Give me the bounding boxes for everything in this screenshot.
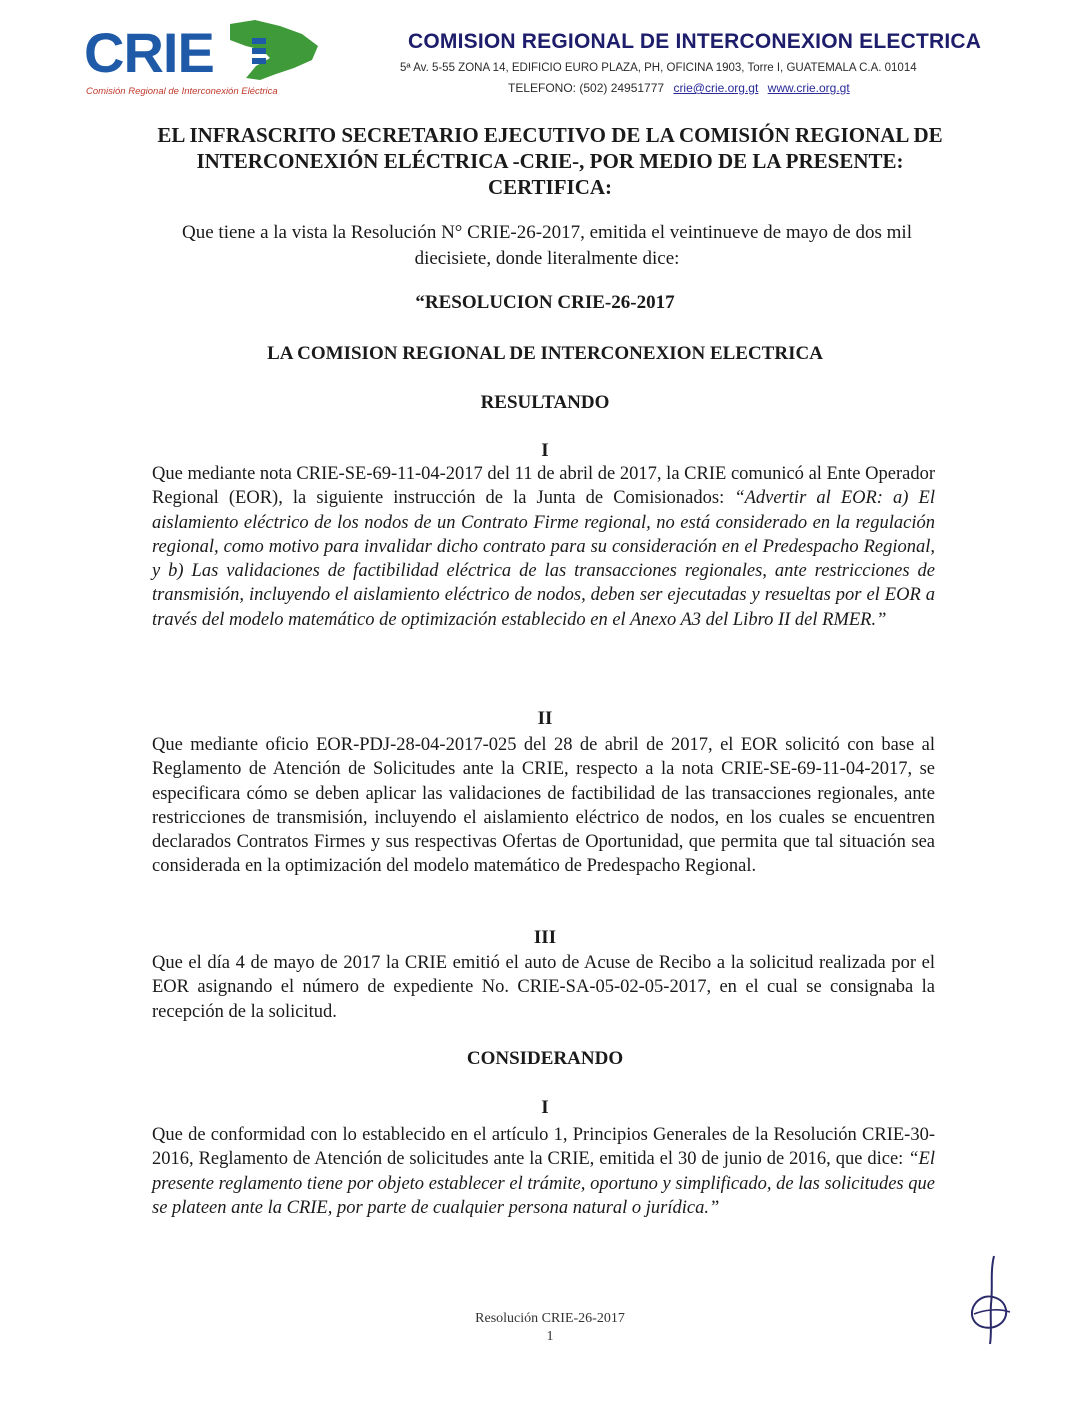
paragraph-text: Que mediante oficio EOR-PDJ-28-04-2017-025 del 28 de abril de 2017, el EOR solicitó con base al Reglamento de Atención de Solicitudes ante la CRIE, respecto a la nota CRIE-SE-69-11-04-2017, se especificara cómo se deben aplicar las validaciones de factibilidad de las transacciones regionales, ante restricciones de transmisión, incluyendo el aislamiento eléctrico de nodos, en los cuales se encuentren declarados Contratos Firmes y sus respectivas Ofertas de Oportunidad, que permita que tal situación sea considerada en la optimización del modelo matemático de Predespacho Regional. xyxy=(152,735,935,877)
page-number: 1 xyxy=(546,1329,554,1344)
resolution-title: “RESOLUCION CRIE-26-2017 xyxy=(415,292,675,313)
letterhead xyxy=(70,10,1030,100)
intro-paragraph: Que tiene a la vista la Resolución N° CRIE-26-2017, emitida el veintinueve de mayo de dos mil diecisiete, donde literalmente dice: xyxy=(182,222,912,269)
quoted-text: “Advertir al EOR: a) El aislamiento eléctrico de los nodos de un Contrato Firme regional, no está considerado en la regulación regional, como motivo para invalidar dicho contrato para su consideración en el Predespacho Regional, y b) Las validaciones de factibilidad eléctrica de las transacciones regionales, ante restricciones de transmisión, incluyendo el aislamiento eléctrico de nodos, deben ser ejecutadas y resueltas por el EOR a través del modelo matemático de optimización establecido en el Anexo A3 del Libro II del RMER.” xyxy=(152,488,935,630)
footer-doc-reference: Resolución CRIE-26-2017 xyxy=(475,1311,625,1326)
commission-title: LA COMISION REGIONAL DE INTERCONEXION ELECTRICA xyxy=(267,343,823,364)
page-footer xyxy=(400,1310,700,1346)
quoted-text: “El presente reglamento tiene por objeto establecer el trámite, oportuno y simplificado, de las solicitudes que se plateen ante la CRIE, por parte de cualquier persona natural o jurídica.” xyxy=(152,1149,935,1218)
crie-logo xyxy=(80,16,335,100)
handwritten-signature xyxy=(960,1252,1024,1348)
svg-text:Comisión Regional de Intercone: Comisión Regional de Interconexión Eléctrica xyxy=(86,86,278,97)
resultando-numeral: I xyxy=(541,440,549,461)
website-link[interactable]: www.crie.org.gt xyxy=(767,81,850,95)
considerando-numeral: I xyxy=(541,1097,549,1118)
paragraph-text: Que mediante nota CRIE-SE-69-11-04-2017 del 11 de abril de 2017, la CRIE comunicó al Ente Operador Regional (EOR), la siguiente instrucción de la Junta de Comisionados: xyxy=(152,464,935,509)
resultando-paragraph xyxy=(152,733,935,879)
paragraph-text: Que el día 4 de mayo de 2017 la CRIE emitió el auto de Acuse de Recibo a la solicitud realizada por el EOR asignando el número de expediente No. CRIE-SA-05-02-05-2017, en el cual se consignaba la recepción de la solicitud. xyxy=(152,953,935,1022)
paragraph-text: Que de conformidad con lo establecido en el artículo 1, Principios Generales de la Resolución CRIE-30-2016, Reglamento de Atención de solicitudes ante la CRIE, emitida el 30 de junio de 2016, que dice: xyxy=(152,1125,935,1170)
certification-heading: EL INFRASCRITO SECRETARIO EJECUTIVO DE LA COMISIÓN REGIONAL DE INTERCONEXIÓN ELÉCTRICA -CRIE-, POR MEDIO DE LA PRESENTE: CERTIFICA: xyxy=(157,123,943,199)
resultando-numeral: III xyxy=(533,927,557,948)
considerando-title: CONSIDERANDO xyxy=(466,1048,624,1069)
organization-name: COMISION REGIONAL DE INTERCONEXION ELECTRICA xyxy=(408,30,982,53)
resultando-numeral: II xyxy=(537,708,553,729)
organization-contact xyxy=(508,81,850,95)
considerando-paragraph xyxy=(152,1123,935,1220)
svg-text:CRIE: CRIE xyxy=(84,21,214,84)
resultando-title: RESULTANDO xyxy=(480,392,610,413)
phone-number: TELEFONO: (502) 24951777 xyxy=(508,81,665,95)
resultando-paragraph xyxy=(152,951,935,1024)
email-link[interactable]: crie@crie.org.gt xyxy=(673,81,759,95)
resultando-paragraph xyxy=(152,462,935,632)
organization-address: 5ª Av. 5-55 ZONA 14, EDIFICIO EURO PLAZA, PH, OFICINA 1903, Torre I, GUATEMALA C.A. 01014 xyxy=(400,62,917,74)
